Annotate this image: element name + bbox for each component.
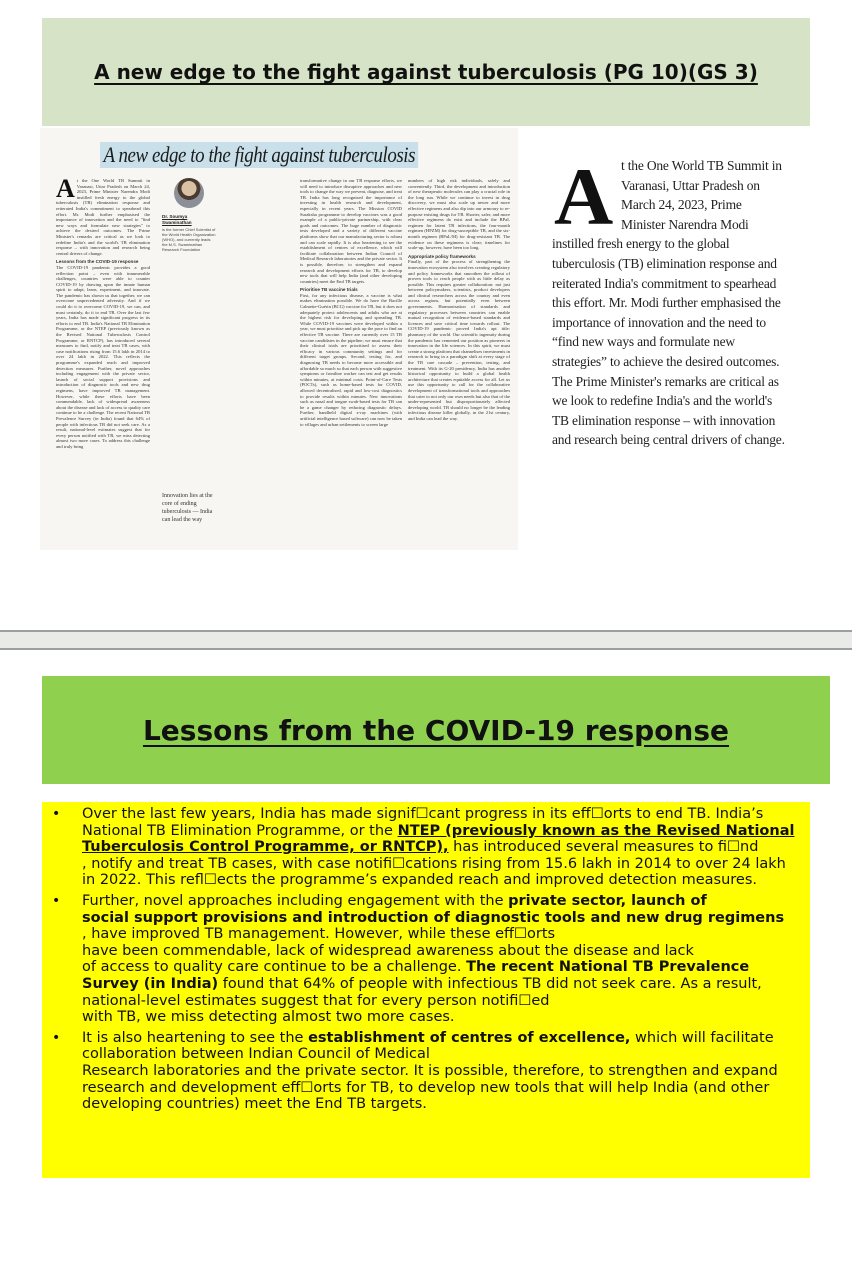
author-bio: is the former Chief Scientist of the World Health Organization (WHO), and currently leads the M.S. Swaminathan Research Foundation [162,227,216,253]
bold-underlined-run: Tuberculosis Control Programme, or RNTCP), [82,839,449,856]
clipping-subheading: Appropriate policy frameworks [408,253,476,259]
text-line: Research laboratories and the private sector. It is possible, therefore, to strengthen and expand [82,1062,778,1079]
bullet-dot: • [52,1029,61,1046]
text-run: of access to quality care continue to be a challenge. [82,959,467,976]
slide-2 [0,648,852,1280]
bullet-item-1 [42,806,812,889]
text-run: which will facilitate [630,1029,774,1046]
bold-run: establishment of centres of excellence, [308,1029,631,1046]
zoomed-excerpt-text [546,148,794,448]
text-line: , notify and treat TB cases, with case notifi☐cations rising from 15.6 lakh in 2014 to over 24 lakh [82,855,786,872]
clipping-paragraph: The COVID-19 pandemic provides a good reflection point – even with innumerable challenges, countries were able to counter COVID-19 by drawing upon the innate human spirit to adapt, learn, experiment, and innovate. The pandemic has shown us that together, we can overcome unprecedented adversity. And if we could do it to overcome COVID-19, we can, and must certainly, do it to end TB. Over the last few years, India has made significant progress in its efforts to end TB. India's National TB Elimination Programme, or the NTEP (previously known as the Revised National Tuberculosis Control Programme, or RNTCP), has introduced several measures to find, notify and treat TB cases, with case notifications rising from 15.6 lakh in 2014 to over 24 lakh in 2022. This reflects the programme's expanded reach and improved detection measures. Further, novel approaches including engagement with the private sector, launch of social support provisions and introduction of diagnostic tools and new drug regimens, have improved TB management. However, while these efforts have been commendable, lack of widespread awareness about the disease and lack of access to quality care continue to be a challenge. The recent National TB Prevalence Survey (in India) found that 64% of people with infectious TB did not seek care. As a result, national-level estimates suggest that for every person notified with TB, we miss detecting almost two more cases. To address this challenge and truly bring [56,264,150,449]
clipping-columns [56,178,510,548]
pull-quote: Innovation lies at the core of ending tuberculosis — India can lead the way [162,493,213,523]
clipping-subheading: Prioritise TB vaccine trials [300,287,358,293]
text-line [82,976,812,993]
bullet-dot: • [52,892,61,909]
clipping-column-1 [56,178,150,548]
text-line [82,893,812,910]
slide-1-title: A new edge to the fight against tuberculosis (PG 10)(GS 3) [94,60,758,84]
text-line: , have improved TB management. However, while these eff☐orts [82,926,556,943]
text-line: research and development eff☐orts for TB, to develop new tools that will help India (and other [82,1079,770,1096]
text-line: with TB, we miss detecting almost two more cases. [82,1009,455,1026]
text-line: national-level estimates suggest that for every person notifi☐ed [82,992,550,1009]
bold-run: private sector, launch of [508,892,707,909]
text-line: in 2022. This refl☐ects the programme’s expanded reach and improved detection measures. [82,872,757,889]
text-line: social support provisions and introduction of diagnostic tools and new drug regimens [82,909,785,926]
bullet-item-3 [42,1030,812,1113]
bullet-dot: • [52,806,61,822]
newspaper-clipping [40,128,518,550]
text-line: Over the last few years, India has made signif☐cant progress in its eff☐orts to end TB. India’s [82,806,764,822]
bold-underlined-run: NTEP (previously known as the Revised National [397,822,795,839]
slide-2-title: Lessons from the COVID-19 response [142,714,730,747]
bold-run: Survey (in India) [82,975,219,992]
clipping-headline: A new edge to the fight against tuberculosis [100,142,419,168]
text-line: collaboration between Indian Council of Medical [82,1046,430,1063]
author-name: Dr. Soumya Swaminathan [162,214,192,225]
clipping-column-3 [408,178,510,548]
zoomed-paragraph: t the One World TB Summit in Varanasi, Uttar Pradesh on March 24, 2023, Prime Minister Narendra Modi instilled fresh energy to the global tuberculosis (TB) elimination response and reiterated India's commitment to spearhead this effort. Mr. Modi further emphasised the importance of innovation and the need to “find new ways and formulate new strategies” to achieve the desired outcomes. The Prime Minister's remarks are critical as we look to redefine India's and the world's TB elimination response – with innovation and research being central drivers of change. [552,158,785,448]
author-box [162,178,216,548]
author-avatar [174,178,204,208]
text-line [82,839,812,856]
bold-run: The recent National TB Prevalence [466,959,750,976]
bullet-item-2 [42,893,812,1026]
clipping-column-2 [300,178,402,548]
text-line [82,1030,812,1047]
clipping-paragraph: numbers of high risk individuals, safely and conveniently. Third, the development and introduction of new therapeutic molecules can play a crucial role in the long run. While we continue to invest in drug discovery, we must also scale up newer and more effective regimens and also dip into our armoury to re-purpose existing drugs for TB. Shorter, safer, and more effective regimens do exist and include the BPaL regimen for latent TB infections, the four-month regimen (HPZM) for drug-susceptible TB, and the six-month regimen (BPaL/M) for drug-resistant TB. The evidence on these regimens is clear; timelines for scale-up, however, have been too long. [408,178,510,251]
slide-1 [0,0,852,632]
text-run: found that 64% of people with infectious TB did not seek care. As a result, [218,975,762,992]
text-line [82,823,812,840]
clipping-dropcap: A [56,178,75,203]
bullet-list [42,806,812,1117]
clipping-paragraph: transformative change in our TB response efforts, we will need to introduce disruptive approaches and new tools to change the way we prevent, diagnose, and treat TB. India has long recognised the importance of investing in health research and development, especially in recent years. The Mission COVID Suraksha programme to develop vaccines was a good example of a public-private partnership, with clear goals and outcomes. The huge number of diagnostic tests developed and a variety of different vaccine platforms show that our manufacturing sector is robust and can scale rapidly. It is also heartening to see the establishment of centres of excellence, which will facilitate collaboration between Indian Council of Medical Research laboratories and the private sector. It is possible, therefore, to strengthen and expand research and development efforts for TB, to develop new tools that will help India (and other developing countries) meet the End TB targets. [300,178,402,284]
text-line: developing countries) meet the End TB targets. [82,1096,427,1113]
zoomed-excerpt [546,148,794,448]
dropcap-letter: A [554,151,614,242]
text-run: It is also heartening to see the [82,1029,309,1046]
text-run: Further, novel approaches including engagement with the [82,892,509,909]
text-line [82,959,812,976]
text-run: National TB Elimination Programme, or the [82,822,398,839]
text-line: have been commendable, lack of widespread awareness about the disease and lack [82,942,694,959]
clipping-paragraph: Finally, part of the process of strengthening the innovation ecosystem also involves creating regulatory and policy frameworks that smoothen the rollout of proven tools to reach people with as little delay as possible. This requires greater collaboration: not just between policymakers, scientists, product developers and clinical researchers across the country and even across regions, but potentially even between governments. Harmonisation of standards and regulatory processes between countries can enable mutual recognition of evidence-based standards and licences and save critical time towards rollout. The COVID-19 pandemic proved India's apt title: pharmacy of the world. Our scientific ingenuity during the pandemic has cemented our position as pioneers in innovation in the life sciences. In this spirit, we must create a strong platform that channelises investments in research to bring in a paradigm shift at every stage of the TB care cascade – prevention, testing, and treatment. With its G-20 presidency, India has another historical opportunity to build a global health architecture that creates equitable access for all. Let us use this opportunity to call for the collaborative development of transformational tools and approaches that cater to not only our own needs but also that of the under-represented but disproportionately affected developing world. TB should no longer be the leading infectious disease killer globally, in the 21st century, and India can lead the way. [408,259,510,421]
clipping-subheading: Lessons from the COVID-19 response [56,259,139,265]
clipping-paragraph: First, for any infectious disease, a vaccine is what makes elimination possible. We do have the Bacille Calmette-Guérin (BCG) vaccine for TB, but it does not adequately protect adolescents and adults who are at the highest risk for developing and spreading TB. While COVID-19 vaccines were developed within a year, we must prioritise and pick up the pace to find an effective TB vaccine. There are currently over 15 TB vaccine candidates in the pipeline; we must ensure that their clinical trials are prioritised to assess their efficacy in various community settings and for different target groups. Second, testing for, and diagnosing TB needs to become more accessible and affordable so much so that each person with suggestive symptoms or frontline worker can test and get results within minutes, at minimal costs. Point-of-Care Tests (POCTs), such as home-based tests for COVID, allowed decentralised, rapid and low-cost diagnostics to provide results within minutes. New innovations such as nasal and tongue swab-based tests for TB can be a game changer by reducing diagnostic delays. Further, handheld digital x-ray machines (with artificial intelligence based software) can now be taken to villages and urban settlements to screen large [300,292,402,427]
text-run: has introduced several measures to fi☐nd [448,839,759,856]
clipping-paragraph: t the One World TB Summit in Varanasi, Uttar Pradesh on March 24, 2023, Prime Minister Narendra Modi instilled fresh energy to the global tuberculosis (TB) elimination response and reiterated India's commitment to spearhead this effort. Mr. Modi further emphasised the importance of innovation and the need to "find new ways and formulate new strategies" to achieve the desired outcomes. The Prime Minister's remarks are critical as we look to redefine India's and the world's TB elimination response – with innovation and research being central drivers of change. [56,178,150,256]
